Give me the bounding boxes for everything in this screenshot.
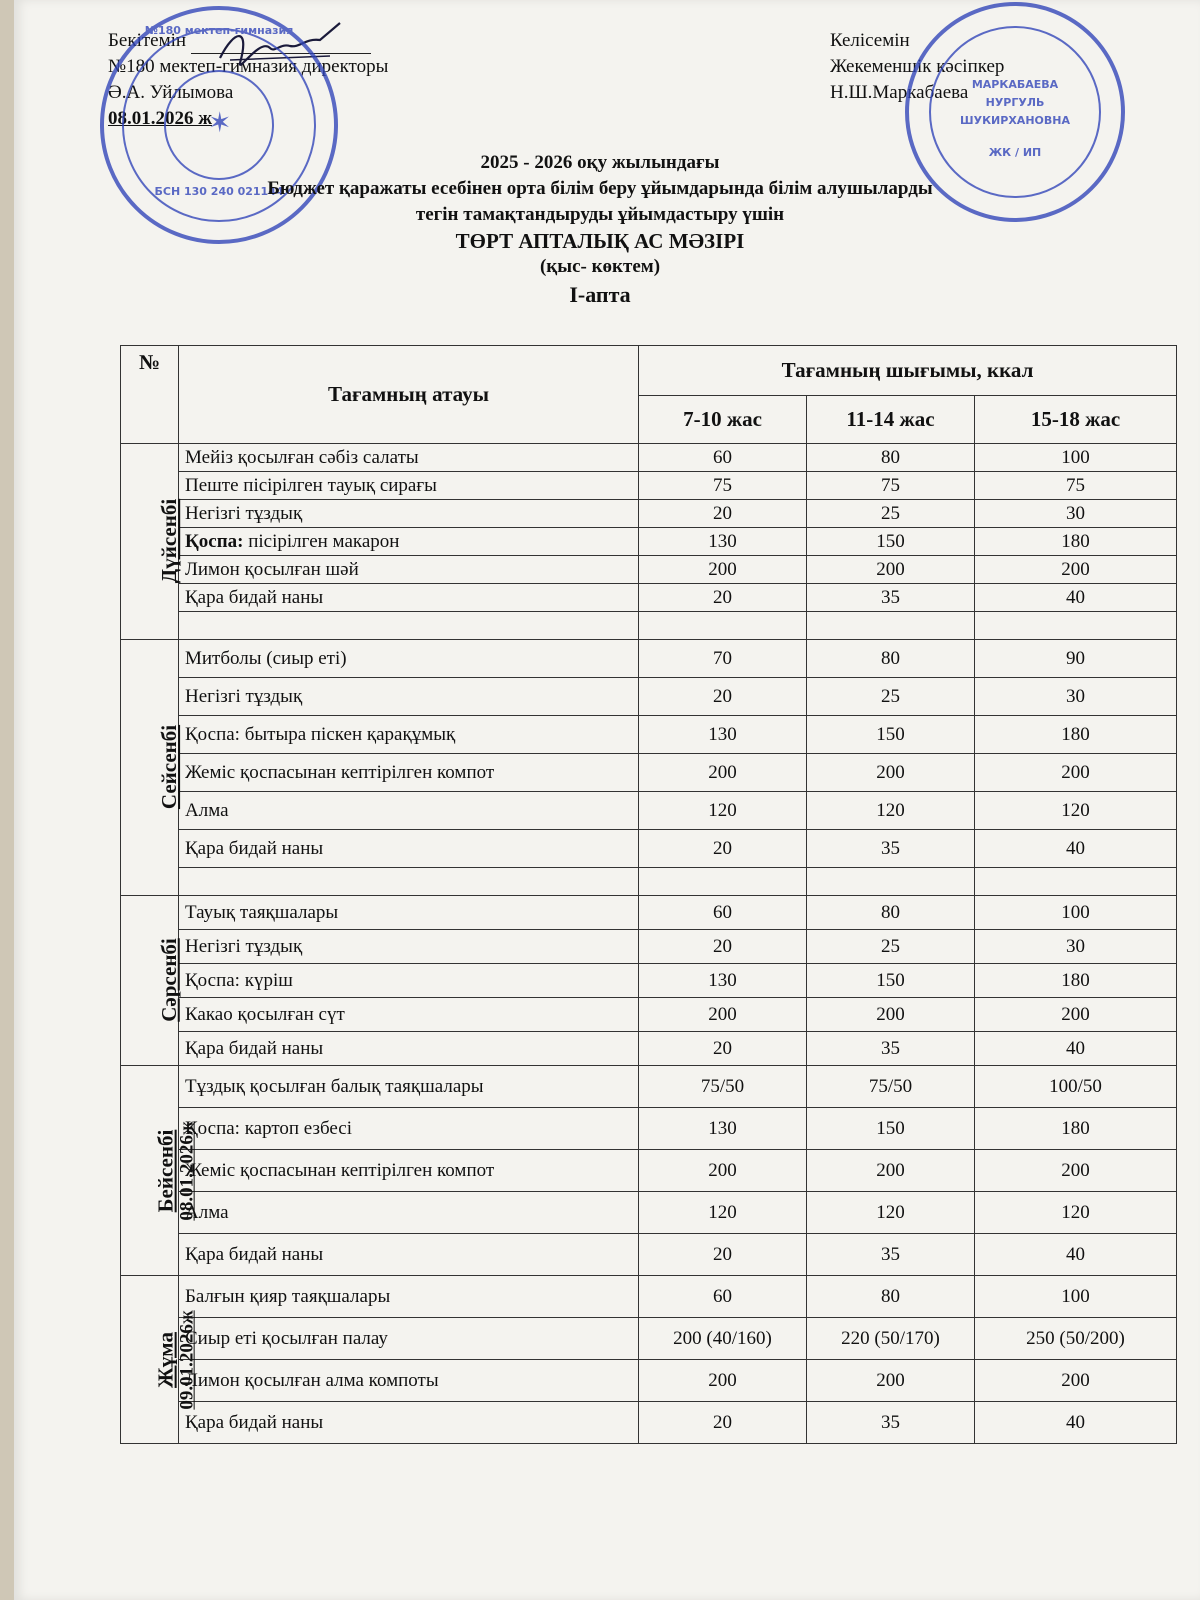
kcal-value: 200 <box>975 754 1177 792</box>
kcal-value: 40 <box>975 830 1177 868</box>
kcal-value <box>975 612 1177 640</box>
kcal-value: 200 <box>807 998 975 1032</box>
kcal-value: 35 <box>807 1234 975 1276</box>
title-line3: тегін тамақтандыруды ұйымдастыру үшін <box>415 204 785 225</box>
header-number: № <box>121 346 179 444</box>
right-stamp-line1: МАРКАБАЕВА <box>971 78 1059 91</box>
kcal-value: 130 <box>639 1108 807 1150</box>
kcal-value: 150 <box>807 1108 975 1150</box>
kcal-value: 20 <box>639 1402 807 1444</box>
kcal-value: 35 <box>807 830 975 868</box>
kcal-value <box>807 868 975 896</box>
table-row <box>121 1318 1177 1360</box>
day-cell <box>121 1066 198 1276</box>
kcal-value: 200 <box>639 1360 807 1402</box>
kcal-value: 20 <box>639 1032 807 1066</box>
kcal-value: 80 <box>807 1276 975 1318</box>
table-row <box>121 998 1177 1032</box>
kcal-value: 75/50 <box>639 1066 807 1108</box>
dish-name: Негізгі тұздық <box>179 678 639 716</box>
header-yield: Тағамның шығымы, ккал <box>639 346 1177 396</box>
header-age-11-14: 11-14 жас <box>807 396 975 444</box>
day-name: Сәрсенбі <box>156 937 181 1022</box>
day-cell <box>121 1276 198 1444</box>
left-round-stamp: №180 мектеп-гимназия БСН 130 240 021144 ✶ <box>100 6 338 244</box>
kcal-value: 20 <box>639 584 807 612</box>
dish-name: Сиыр еті қосылған палау <box>179 1318 639 1360</box>
dish-name <box>179 868 639 896</box>
kcal-value: 20 <box>639 930 807 964</box>
table-row <box>121 1192 1177 1234</box>
kcal-value: 150 <box>807 964 975 998</box>
dish-name: Жеміс қоспасынан кептірілген компот <box>179 754 639 792</box>
title-season: (қыс- көктем) <box>539 256 661 277</box>
approval-date: 08.01.2026 ж <box>108 108 213 129</box>
dish-name: Қара бидай наны <box>179 1234 639 1276</box>
dish-name: Қара бидай наны <box>179 584 639 612</box>
kcal-value: 200 <box>807 556 975 584</box>
kcal-value: 25 <box>807 678 975 716</box>
title-line2: Бюджет қаражаты есебінен орта білім беру ұйымдарында білім алушыларды <box>267 178 933 199</box>
dish-name: Негізгі тұздық <box>179 930 639 964</box>
kcal-value: 200 <box>975 1150 1177 1192</box>
kcal-value: 35 <box>807 584 975 612</box>
kcal-value <box>639 612 807 640</box>
header-age-7-10: 7-10 жас <box>639 396 807 444</box>
day-cell <box>121 896 179 1066</box>
kcal-value: 200 <box>975 1360 1177 1402</box>
table-row <box>121 964 1177 998</box>
kcal-value: 100 <box>975 444 1177 472</box>
kcal-value: 75 <box>639 472 807 500</box>
dish-name: Қоспа: картоп езбесі <box>179 1108 639 1150</box>
kcal-value: 25 <box>807 500 975 528</box>
kcal-value: 75 <box>807 472 975 500</box>
kcal-value: 20 <box>639 500 807 528</box>
dish-name: Негізгі тұздық <box>179 500 639 528</box>
dish-name: Лимон қосылған шәй <box>179 556 639 584</box>
dish-name: Балғын қияр таяқшалары <box>179 1276 639 1318</box>
dish-name: Жеміс қоспасынан кептірілген компот <box>179 1150 639 1192</box>
kcal-value <box>639 868 807 896</box>
title-year: 2025 - 2026 оқу жылындағы <box>480 152 720 173</box>
dish-name <box>179 612 639 640</box>
table-row <box>121 1150 1177 1192</box>
kcal-value: 200 <box>639 1150 807 1192</box>
table-row <box>121 472 1177 500</box>
kcal-value: 200 <box>639 754 807 792</box>
table-row <box>121 930 1177 964</box>
kcal-value: 75/50 <box>807 1066 975 1108</box>
kcal-value: 120 <box>975 792 1177 830</box>
kcal-value: 35 <box>807 1032 975 1066</box>
dish-name: Қоспа: бытыра піскен қарақұмық <box>179 716 639 754</box>
dish-name: Қара бидай наны <box>179 830 639 868</box>
kcal-value: 100 <box>975 1276 1177 1318</box>
kcal-value: 80 <box>807 640 975 678</box>
left-stamp-text: №180 мектеп-гимназия <box>144 24 294 37</box>
agreement-name: Н.Ш.Маркабаева <box>830 82 969 103</box>
kcal-value: 35 <box>807 1402 975 1444</box>
table-row <box>121 1234 1177 1276</box>
kcal-value: 200 <box>639 998 807 1032</box>
kcal-value: 20 <box>639 830 807 868</box>
kcal-value: 60 <box>639 1276 807 1318</box>
kcal-value: 150 <box>807 716 975 754</box>
kcal-value: 180 <box>975 964 1177 998</box>
kcal-value: 25 <box>807 930 975 964</box>
kcal-value: 120 <box>639 1192 807 1234</box>
kcal-value: 40 <box>975 584 1177 612</box>
title-week: I-апта <box>569 282 631 307</box>
kcal-value <box>807 612 975 640</box>
kcal-value: 200 <box>807 1360 975 1402</box>
right-stamp-line3: ШУКИРХАНОВНА <box>960 114 1070 127</box>
kcal-value: 200 <box>807 1150 975 1192</box>
table-row <box>121 1108 1177 1150</box>
dish-name: Тауық таяқшалары <box>179 896 639 930</box>
table-row <box>121 1402 1177 1444</box>
kcal-value: 200 <box>975 556 1177 584</box>
kcal-value: 200 (40/160) <box>639 1318 807 1360</box>
kcal-value: 30 <box>975 930 1177 964</box>
role-line: Жекеменшік кәсіпкер <box>830 56 1005 77</box>
table-row <box>121 678 1177 716</box>
table-row <box>121 868 1177 896</box>
table-row <box>121 612 1177 640</box>
kcal-value: 120 <box>807 1192 975 1234</box>
kcal-value: 130 <box>639 528 807 556</box>
table-row <box>121 896 1177 930</box>
kcal-value: 180 <box>975 1108 1177 1150</box>
right-stamp-line4: ЖК / ИП <box>988 146 1042 159</box>
kcal-value: 80 <box>807 896 975 930</box>
table-row <box>121 500 1177 528</box>
kcal-value: 130 <box>639 964 807 998</box>
kcal-value: 30 <box>975 500 1177 528</box>
table-row <box>121 1066 1177 1108</box>
title-menu: ТӨРТ АПТАЛЫҚ АС МӘЗІРІ <box>455 229 745 253</box>
dish-name: Қоспа: күріш <box>179 964 639 998</box>
kcal-value: 200 <box>807 754 975 792</box>
kcal-value: 20 <box>639 1234 807 1276</box>
day-date: 08.01.2026ж <box>176 1120 198 1221</box>
table-row <box>121 556 1177 584</box>
kcal-value: 60 <box>639 896 807 930</box>
kcal-value: 200 <box>639 556 807 584</box>
approve-label: Бекітемін <box>108 30 187 51</box>
kcal-value: 90 <box>975 640 1177 678</box>
kcal-value: 200 <box>975 998 1177 1032</box>
table-row <box>121 1276 1177 1318</box>
kcal-value: 120 <box>807 792 975 830</box>
dish-name: Алма <box>179 792 639 830</box>
dish-name: Лимон қосылған алма компоты <box>179 1360 639 1402</box>
table-row <box>121 792 1177 830</box>
kcal-value: 100 <box>975 896 1177 930</box>
kcal-value: 20 <box>639 678 807 716</box>
dish-name: Қара бидай наны <box>179 1402 639 1444</box>
right-stamp-line2: НУРГУЛЬ <box>985 96 1045 109</box>
day-cell <box>121 444 182 640</box>
kcal-value: 130 <box>639 716 807 754</box>
kcal-value: 40 <box>975 1234 1177 1276</box>
kcal-value: 30 <box>975 678 1177 716</box>
day-name: Жұма <box>153 1331 178 1388</box>
table-row <box>121 528 1177 556</box>
kcal-value: 75 <box>975 472 1177 500</box>
table-row <box>121 584 1177 612</box>
dish-name: Қара бидай наны <box>179 1032 639 1066</box>
day-date: 09.01.2026ж <box>176 1309 198 1410</box>
kcal-value: 80 <box>807 444 975 472</box>
table-row <box>121 640 1177 678</box>
left-stamp-id: БСН 130 240 021144 <box>154 185 284 198</box>
director-name: Ә.А. Уйлымова <box>108 82 234 103</box>
kcal-value: 40 <box>975 1402 1177 1444</box>
kcal-value: 220 (50/170) <box>807 1318 975 1360</box>
dish-name: Алма <box>179 1192 639 1234</box>
day-name: Бейсенбі <box>153 1129 178 1212</box>
table-row <box>121 1032 1177 1066</box>
kcal-value: 60 <box>639 444 807 472</box>
dish-name: Мейіз қосылған сәбіз салаты <box>179 444 639 472</box>
kcal-value: 180 <box>975 716 1177 754</box>
document-titles <box>0 150 1200 308</box>
agree-label: Келісемін <box>830 30 910 51</box>
header-age-15-18: 15-18 жас <box>975 396 1177 444</box>
kcal-value: 120 <box>639 792 807 830</box>
kcal-value: 100/50 <box>975 1066 1177 1108</box>
kcal-value: 120 <box>975 1192 1177 1234</box>
dish-name: Митболы (сиыр еті) <box>179 640 639 678</box>
kcal-value <box>975 868 1177 896</box>
table-row <box>121 754 1177 792</box>
table-row <box>121 444 1177 472</box>
table-row <box>121 830 1177 868</box>
kcal-value: 180 <box>975 528 1177 556</box>
dish-name: Какао қосылған сүт <box>179 998 639 1032</box>
day-name: Сейсенбі <box>157 724 182 809</box>
director-line: №180 мектеп-гимназия директоры <box>108 56 389 77</box>
table-row <box>121 716 1177 754</box>
kcal-value: 150 <box>807 528 975 556</box>
header-dish-name: Тағамның атауы <box>179 346 639 444</box>
kcal-value: 70 <box>639 640 807 678</box>
kcal-value: 40 <box>975 1032 1177 1066</box>
dish-name: Пеште пісірілген тауық сирағы <box>179 472 639 500</box>
kcal-value: 250 (50/200) <box>975 1318 1177 1360</box>
dish-name: Тұздық қосылған балық таяқшалары <box>179 1066 639 1108</box>
day-name: Дүйсенбі <box>157 498 182 583</box>
menu-table <box>120 345 1177 1444</box>
table-row <box>121 1360 1177 1402</box>
day-cell <box>121 640 182 896</box>
dish-name: Қоспа: пісірілген макарон <box>179 528 639 556</box>
